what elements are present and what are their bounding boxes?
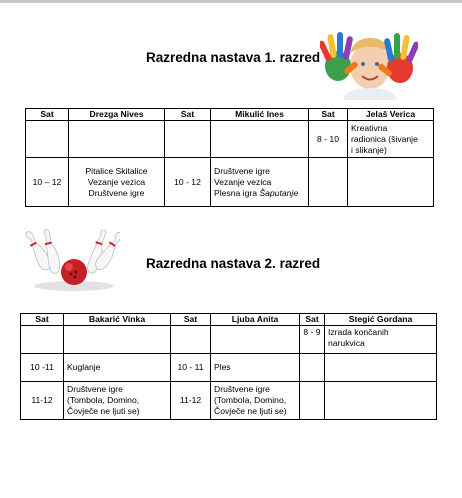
activity-line: Društvene igre bbox=[214, 384, 270, 394]
schedule-table-grade2 bbox=[20, 313, 437, 420]
time-cell: 8 - 10 bbox=[309, 121, 348, 158]
column-header: Bakarić Vinka bbox=[64, 314, 171, 326]
child-painted-hands-photo bbox=[320, 20, 418, 100]
activity-line: Kreativna bbox=[351, 122, 388, 133]
activity-cell bbox=[325, 326, 437, 354]
table-row bbox=[21, 382, 437, 420]
time-cell bbox=[21, 326, 64, 354]
column-header: Sat bbox=[309, 109, 348, 121]
activity-cell bbox=[325, 382, 437, 420]
activity-text: Plesna igra bbox=[214, 187, 257, 198]
time-cell: 10 -11 bbox=[21, 354, 64, 382]
bowling-pins-icon bbox=[24, 228, 120, 292]
activity-cell bbox=[64, 354, 171, 382]
activity-line: Ples bbox=[214, 362, 231, 372]
activity-line bbox=[214, 188, 305, 199]
time-cell bbox=[26, 121, 69, 158]
activity-line: Vezanje vezica bbox=[214, 176, 272, 187]
activity-cell bbox=[69, 121, 165, 158]
activity-cell bbox=[211, 326, 300, 354]
activity-cell bbox=[64, 382, 171, 420]
schedule-table-grade1 bbox=[25, 108, 434, 207]
time-cell bbox=[165, 121, 211, 158]
time-cell: 11-12 bbox=[171, 382, 211, 420]
table-row bbox=[26, 158, 434, 207]
activity-text-italic: Šaputanje bbox=[259, 187, 299, 198]
activity-line: Društvene igre bbox=[67, 384, 123, 394]
activity-line: (Tombola, Domino, bbox=[67, 395, 140, 405]
activity-cell bbox=[325, 354, 437, 382]
table-header-row bbox=[26, 109, 434, 121]
table-header-row bbox=[21, 314, 437, 326]
column-header: Jelaš Verica bbox=[348, 109, 434, 121]
column-header: Sat bbox=[26, 109, 69, 121]
activity-line: Čovječe ne ljuti se) bbox=[214, 406, 287, 416]
table-row bbox=[21, 354, 437, 382]
time-cell bbox=[309, 158, 348, 207]
activity-line: Vezanje vezica bbox=[87, 176, 146, 187]
activity-line: Društvene igre bbox=[88, 187, 145, 198]
time-cell: 11-12 bbox=[21, 382, 64, 420]
activity-line: Pitalice Skitalice bbox=[85, 165, 148, 176]
activity-cell bbox=[64, 326, 171, 354]
activity-line: radionica (šivanje bbox=[351, 133, 418, 144]
activity-line: Čovječe ne ljuti se) bbox=[67, 406, 140, 416]
activity-cell bbox=[348, 158, 434, 207]
column-header: Sat bbox=[165, 109, 211, 121]
page-top-border bbox=[0, 0, 462, 3]
time-cell: 10 - 11 bbox=[171, 354, 211, 382]
column-header: Sat bbox=[21, 314, 64, 326]
activity-line: Društvene igre bbox=[214, 165, 270, 176]
activity-cell bbox=[211, 121, 309, 158]
time-cell: 8 - 9 bbox=[300, 326, 325, 354]
activity-cell bbox=[211, 354, 300, 382]
column-header: Ljuba Anita bbox=[211, 314, 300, 326]
column-header: Sat bbox=[171, 314, 211, 326]
time-cell bbox=[300, 354, 325, 382]
activity-line: Kuglanje bbox=[67, 362, 101, 372]
column-header: Mikulić Ines bbox=[211, 109, 309, 121]
column-header: Stegić Gordana bbox=[325, 314, 437, 326]
activity-cell bbox=[348, 121, 434, 158]
time-cell bbox=[171, 326, 211, 354]
column-header: Sat bbox=[300, 314, 325, 326]
table-row bbox=[26, 121, 434, 158]
time-cell bbox=[300, 382, 325, 420]
table-row bbox=[21, 326, 437, 354]
section1-title: Razredna nastava 1. razred bbox=[146, 50, 321, 65]
activity-cell bbox=[211, 158, 309, 207]
activity-line: narukvica bbox=[328, 338, 365, 348]
time-cell: 10 – 12 bbox=[26, 158, 69, 207]
activity-cell bbox=[211, 382, 300, 420]
column-header: Drezga Nives bbox=[69, 109, 165, 121]
activity-line: i slikanje) bbox=[351, 144, 387, 155]
time-cell: 10 - 12 bbox=[165, 158, 211, 207]
activity-line: Izrada končanih bbox=[328, 327, 389, 337]
section2-title: Razredna nastava 2. razred bbox=[146, 256, 321, 271]
activity-line: (Tombola, Domino, bbox=[214, 395, 287, 405]
activity-cell bbox=[69, 158, 165, 207]
